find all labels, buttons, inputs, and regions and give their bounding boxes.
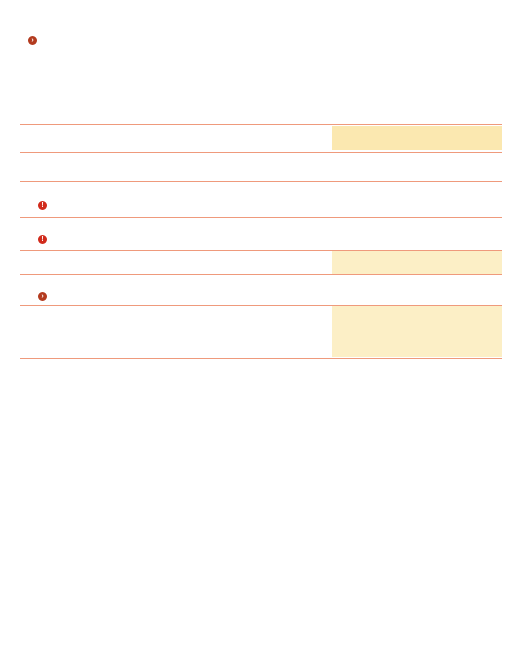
warning-icon: ! (38, 235, 47, 244)
divider (20, 305, 502, 306)
q15-shade (332, 126, 502, 150)
q19-shade (332, 250, 502, 274)
divider (20, 152, 502, 153)
divider (20, 358, 502, 359)
divider (20, 124, 502, 125)
arrow-right-icon: › (38, 292, 47, 301)
divider (20, 250, 502, 251)
warning-icon: ! (38, 201, 47, 210)
divider (20, 274, 502, 275)
divider (20, 181, 502, 182)
divider (20, 217, 502, 218)
q21-22-shade (332, 305, 502, 357)
arrow-right-icon: › (28, 36, 37, 45)
